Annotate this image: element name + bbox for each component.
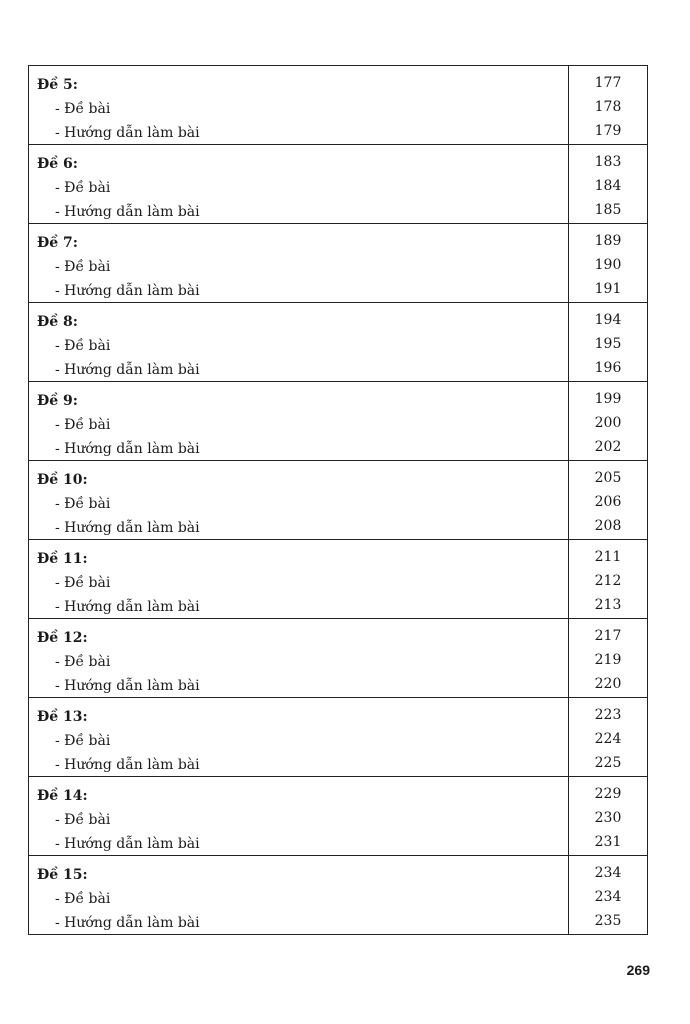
toc-entry: - Đề bài xyxy=(55,259,111,275)
toc-page-number: 219 xyxy=(594,652,622,668)
toc-page-number: 220 xyxy=(594,676,622,692)
toc-entry: - Đề bài xyxy=(55,891,111,907)
toc-section xyxy=(29,856,647,934)
toc-page-number: 178 xyxy=(594,99,622,115)
toc-section-entries xyxy=(29,461,569,539)
toc-section-entries xyxy=(29,619,569,697)
toc-entry: - Hướng dẫn làm bài xyxy=(55,441,200,457)
toc-page-column xyxy=(569,856,647,934)
toc-entry: - Đề bài xyxy=(55,101,111,117)
toc-page-number: 183 xyxy=(594,154,622,170)
toc-page-number: 194 xyxy=(594,312,622,328)
toc-entry: - Đề bài xyxy=(55,654,111,670)
toc-page-number: 235 xyxy=(594,913,622,929)
toc-page-number: 208 xyxy=(594,518,622,534)
toc-section xyxy=(29,698,647,777)
toc-section xyxy=(29,303,647,382)
toc-entry: - Đề bài xyxy=(55,496,111,512)
toc-section xyxy=(29,540,647,619)
toc-section-entries xyxy=(29,698,569,776)
toc-entry: - Hướng dẫn làm bài xyxy=(55,599,200,615)
toc-page-column xyxy=(569,303,647,381)
toc-section-entries xyxy=(29,856,569,934)
toc-page-number: 213 xyxy=(594,597,622,613)
toc-entry: - Hướng dẫn làm bài xyxy=(55,836,200,852)
toc-page-column xyxy=(569,382,647,460)
toc-section-entries xyxy=(29,145,569,223)
toc-section-title: Đề 15: xyxy=(37,867,88,883)
toc-section xyxy=(29,619,647,698)
toc-section xyxy=(29,145,647,224)
toc-page-column xyxy=(569,698,647,776)
toc-page-number: 230 xyxy=(594,810,622,826)
toc-entry: - Đề bài xyxy=(55,812,111,828)
toc-entry: - Đề bài xyxy=(55,338,111,354)
toc-entry: - Đề bài xyxy=(55,180,111,196)
toc-page-number: 211 xyxy=(594,549,622,565)
toc-entry: - Hướng dẫn làm bài xyxy=(55,678,200,694)
toc-page-number: 199 xyxy=(594,391,622,407)
toc-entry: - Hướng dẫn làm bài xyxy=(55,757,200,773)
toc-entry: - Đề bài xyxy=(55,733,111,749)
toc-page-number: 196 xyxy=(594,360,622,376)
toc-page-column xyxy=(569,619,647,697)
toc-page-number: 205 xyxy=(594,470,622,486)
toc-entry: - Hướng dẫn làm bài xyxy=(55,520,200,536)
toc-section xyxy=(29,777,647,856)
toc-page-number: 229 xyxy=(594,786,622,802)
toc-page-column xyxy=(569,777,647,855)
toc-page-number: 225 xyxy=(594,755,622,771)
toc-page-column xyxy=(569,540,647,618)
toc-page-number: 206 xyxy=(594,494,622,510)
toc-page-number: 179 xyxy=(594,123,622,139)
toc-page-number: 231 xyxy=(594,834,622,850)
toc-entry: - Hướng dẫn làm bài xyxy=(55,362,200,378)
toc-page-number: 224 xyxy=(594,731,622,747)
toc-section xyxy=(29,66,647,145)
toc-entry: - Hướng dẫn làm bài xyxy=(55,283,200,299)
toc-page-number: 190 xyxy=(594,257,622,273)
toc-entry: - Đề bài xyxy=(55,417,111,433)
toc-section-title: Đề 6: xyxy=(37,156,78,172)
toc-entry: - Hướng dẫn làm bài xyxy=(55,125,200,141)
toc-page-column xyxy=(569,224,647,302)
toc-page-number: 217 xyxy=(594,628,622,644)
toc-entry: - Hướng dẫn làm bài xyxy=(55,915,200,931)
toc-section-entries xyxy=(29,303,569,381)
toc-section-title: Đề 8: xyxy=(37,314,78,330)
toc-page-number: 195 xyxy=(594,336,622,352)
toc-page-number: 191 xyxy=(594,281,622,297)
toc-section-title: Đề 10: xyxy=(37,472,88,488)
toc-section-entries xyxy=(29,540,569,618)
toc-page-number: 212 xyxy=(594,573,622,589)
toc-section-title: Đề 9: xyxy=(37,393,78,409)
toc-page-number: 200 xyxy=(594,415,622,431)
toc-page-number: 234 xyxy=(594,889,622,905)
toc-entry: - Đề bài xyxy=(55,575,111,591)
toc-page-column xyxy=(569,66,647,144)
toc-page-number: 202 xyxy=(594,439,622,455)
toc-page-number: 189 xyxy=(594,233,622,249)
toc-section-title: Đề 14: xyxy=(37,788,88,804)
page-number: 269 xyxy=(626,962,650,978)
toc-section-entries xyxy=(29,777,569,855)
toc-section xyxy=(29,461,647,540)
toc-section-title: Đề 13: xyxy=(37,709,88,725)
toc-page-number: 234 xyxy=(594,865,622,881)
toc-section xyxy=(29,224,647,303)
toc-section-title: Đề 11: xyxy=(37,551,88,567)
toc-entry: - Hướng dẫn làm bài xyxy=(55,204,200,220)
toc-page-number: 185 xyxy=(594,202,622,218)
toc-section-entries xyxy=(29,66,569,144)
toc-page-column xyxy=(569,461,647,539)
toc-section-title: Đề 5: xyxy=(37,77,78,93)
toc-section-entries xyxy=(29,382,569,460)
toc-page-column xyxy=(569,145,647,223)
toc-page-number: 177 xyxy=(594,75,622,91)
toc-section-title: Đề 12: xyxy=(37,630,88,646)
toc-section xyxy=(29,382,647,461)
toc-page-number: 184 xyxy=(594,178,622,194)
table-of-contents xyxy=(28,65,648,935)
toc-page-number: 223 xyxy=(594,707,622,723)
toc-section-title: Đề 7: xyxy=(37,235,78,251)
toc-section-entries xyxy=(29,224,569,302)
